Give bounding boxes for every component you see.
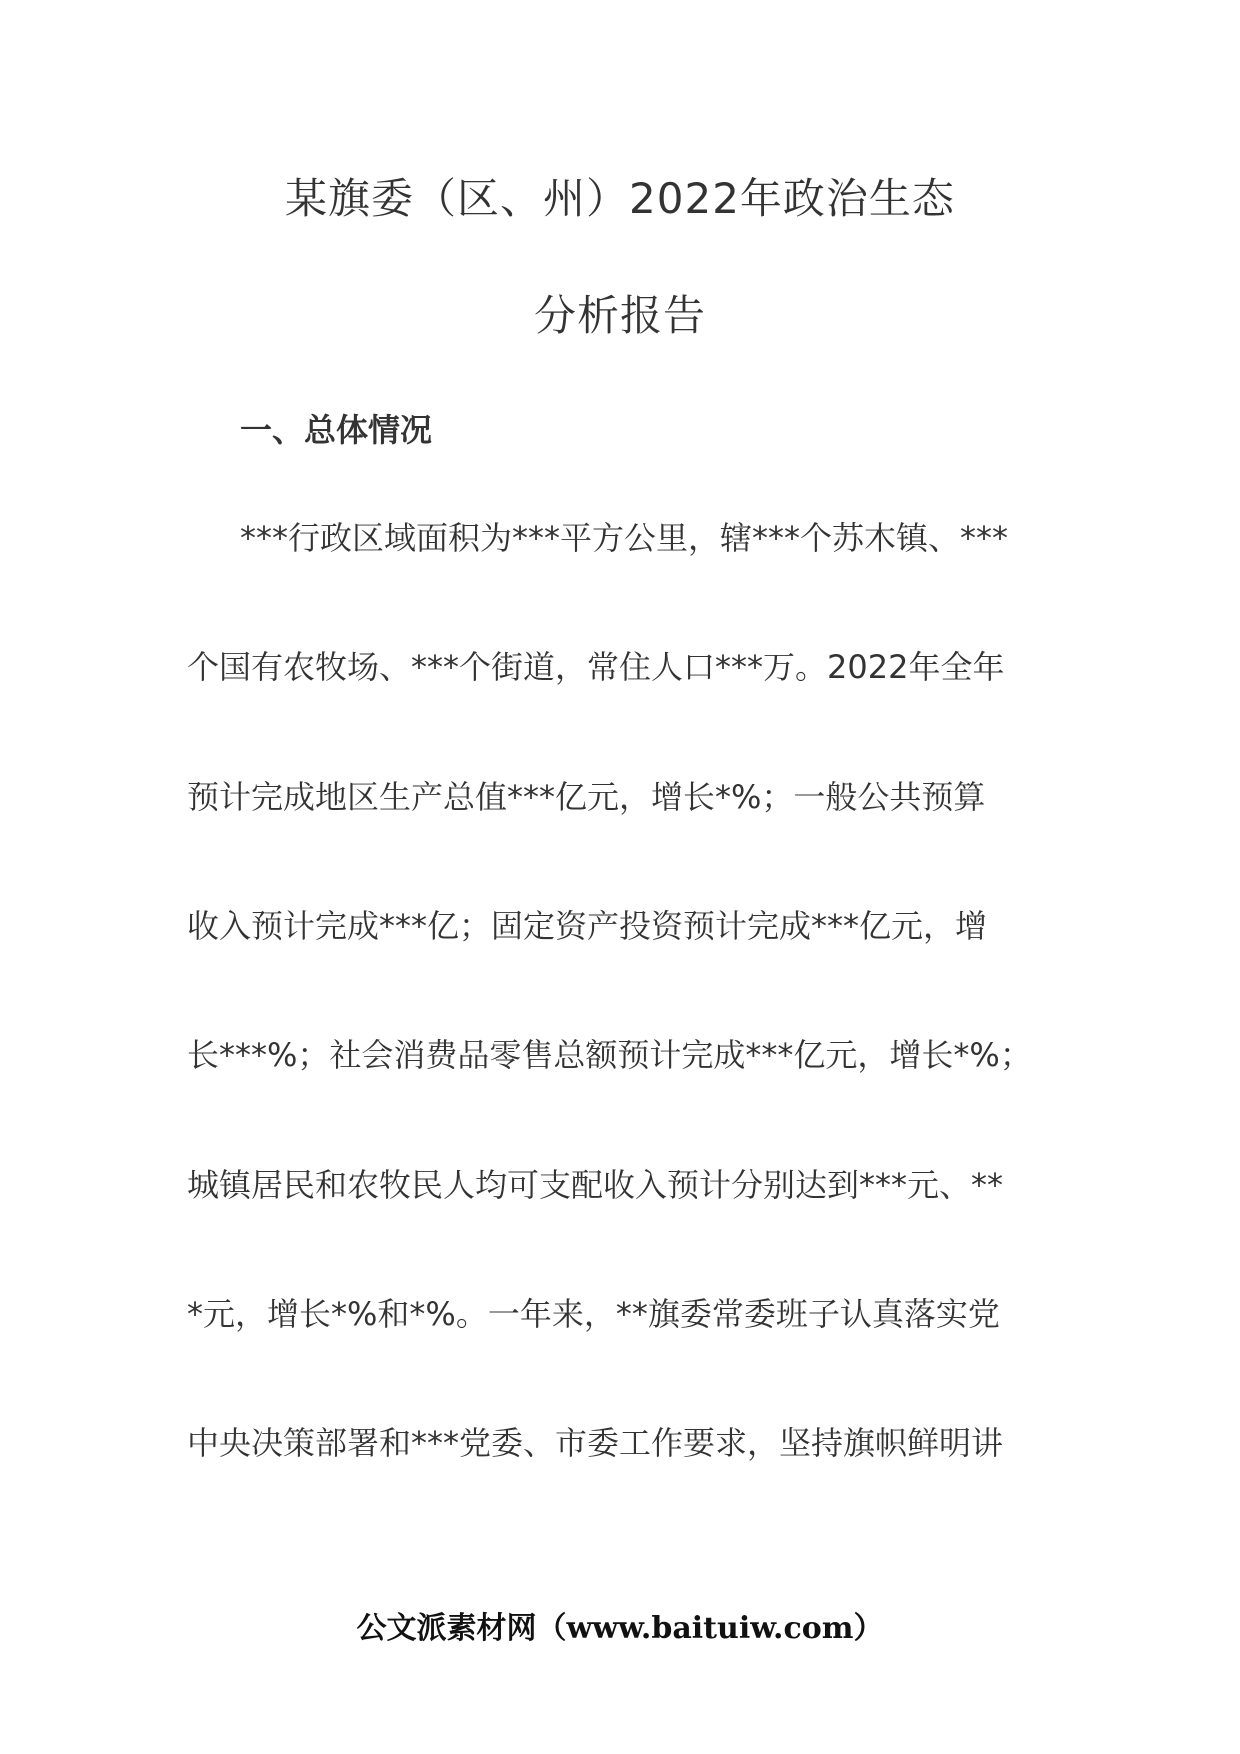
- body-text-line: *元，增长*%和*%。一年来，**旗委常委班子认真落实党: [187, 1295, 1000, 1333]
- body-text-line: 长***%；社会消费品零售总额预计完成***亿元，增长*%；: [187, 1036, 1032, 1074]
- body-text-line: 城镇居民和农牧民人均可支配收入预计分别达到***元、**: [187, 1166, 1004, 1204]
- document-title-line-2: 分析报告: [533, 291, 706, 340]
- footer-watermark-text: 公文派素材网（www.baituiw.com）: [356, 1611, 884, 1646]
- body-text-line: 个国有农牧场、***个街道，常住人口***万。2022年全年: [187, 648, 1005, 686]
- body-text-line: 预计完成地区生产总值***亿元，增长*%；一般公共预算: [187, 778, 986, 816]
- body-text-line: 收入预计完成***亿；固定资产投资预计完成***亿元，增: [187, 907, 988, 945]
- body-text-line: 中央决策部署和***党委、市委工作要求，坚持旗帜鲜明讲: [187, 1424, 1004, 1462]
- document-title-line-1: 某旗委（区、州）2022年政治生态: [285, 174, 955, 223]
- body-text-line: ***行政区域面积为***平方公里，辖***个苏木镇、***: [240, 519, 1009, 557]
- section-heading: 一、总体情况: [240, 411, 433, 449]
